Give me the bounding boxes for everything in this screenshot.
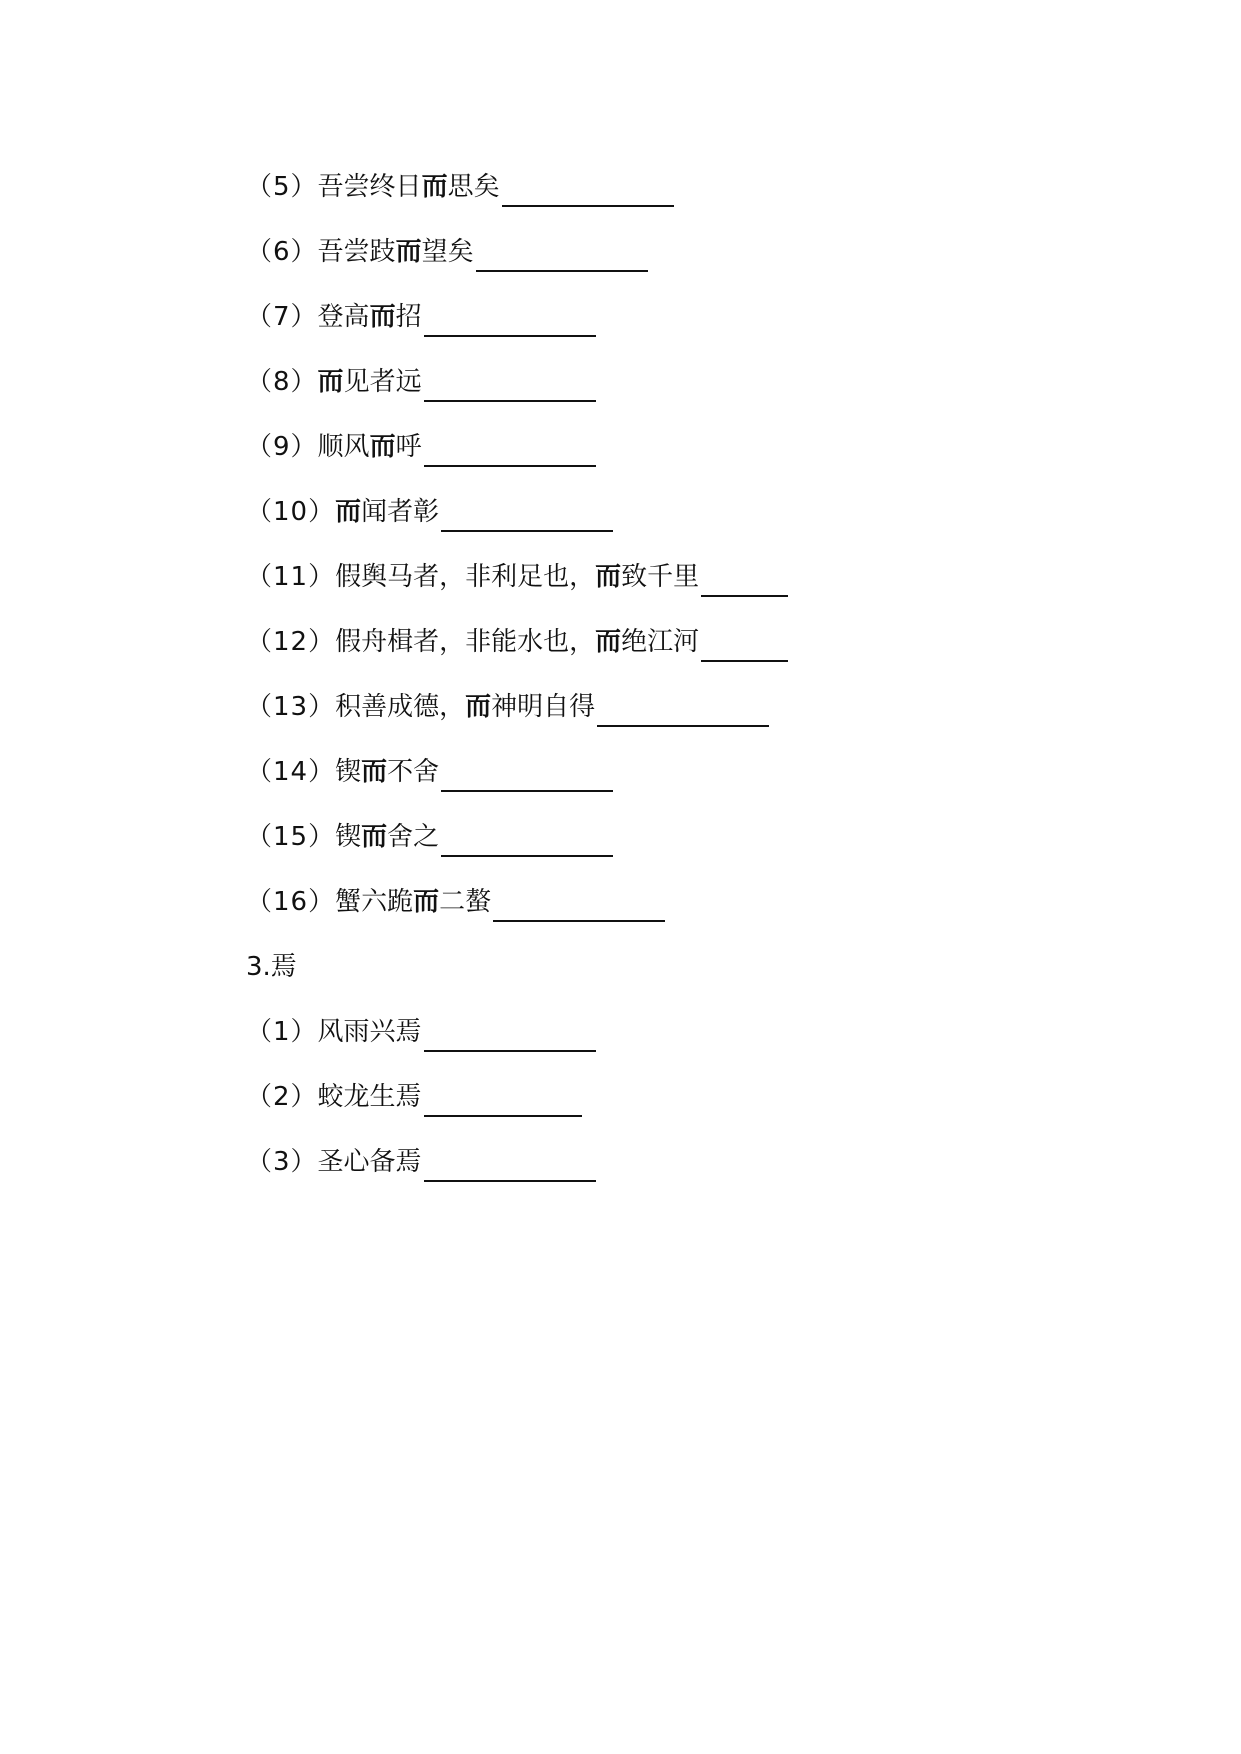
question-text-pre: 吾尝跂: [317, 236, 396, 267]
question-text: 圣心备焉: [317, 1146, 422, 1177]
question-yan-3: [246, 1129, 1006, 1194]
answer-blank[interactable]: [424, 1150, 596, 1182]
question-number: （16）: [246, 886, 336, 917]
answer-blank[interactable]: [701, 630, 788, 662]
answer-blank[interactable]: [701, 565, 788, 597]
keyword-er: 而: [369, 301, 396, 332]
question-text-pre: 锲: [335, 756, 362, 787]
question-text-post: 舍之: [387, 821, 440, 852]
keyword-er: 而: [335, 496, 362, 527]
keyword-er: 而: [361, 821, 388, 852]
question-number: （11）: [246, 561, 336, 592]
answer-blank[interactable]: [424, 305, 596, 337]
keyword-er: 而: [395, 236, 422, 267]
question-number: （7）: [246, 301, 318, 332]
answer-blank[interactable]: [502, 175, 674, 207]
answer-blank[interactable]: [441, 825, 613, 857]
question-text-pre: 积善成德，: [335, 691, 466, 722]
question-number: （9）: [246, 431, 318, 462]
question-text-post: 二螯: [439, 886, 492, 917]
question-15: [246, 804, 1006, 869]
keyword-er: 而: [595, 561, 622, 592]
question-text-post: 思矣: [447, 171, 500, 202]
answer-blank[interactable]: [441, 500, 613, 532]
question-13: [246, 674, 1006, 739]
question-number: （10）: [246, 496, 336, 527]
question-number: （8）: [246, 366, 318, 397]
question-number: （6）: [246, 236, 318, 267]
question-number: （12）: [246, 626, 336, 657]
question-number: （1）: [246, 1016, 318, 1047]
question-text-pre: 蟹六跪: [335, 886, 414, 917]
question-text: 蛟龙生焉: [317, 1081, 422, 1112]
question-9: [246, 414, 1006, 479]
question-text-post: 望矣: [421, 236, 474, 267]
question-text-pre: 锲: [335, 821, 362, 852]
question-text-pre: 吾尝终日: [317, 171, 422, 202]
question-text: 风雨兴焉: [317, 1016, 422, 1047]
question-6: [246, 219, 1006, 284]
question-5: [246, 154, 1006, 219]
keyword-er: 而: [317, 366, 344, 397]
answer-blank[interactable]: [424, 1020, 596, 1052]
question-11: [246, 544, 1006, 609]
question-16: [246, 869, 1006, 934]
question-number: （15）: [246, 821, 336, 852]
section-heading-yan: 3.焉: [246, 951, 297, 982]
keyword-er: 而: [421, 171, 448, 202]
question-text-post: 招: [395, 301, 422, 332]
question-number: （5）: [246, 171, 318, 202]
question-text-pre: 登高: [317, 301, 370, 332]
keyword-er: 而: [413, 886, 440, 917]
keyword-er: 而: [595, 626, 622, 657]
keyword-er: 而: [361, 756, 388, 787]
keyword-er: 而: [369, 431, 396, 462]
answer-blank[interactable]: [424, 435, 596, 467]
answer-blank[interactable]: [441, 760, 613, 792]
answer-blank[interactable]: [424, 370, 596, 402]
question-text-post: 神明自得: [491, 691, 596, 722]
question-14: [246, 739, 1006, 804]
question-text-pre: 顺风: [317, 431, 370, 462]
question-text-post: 不舍: [387, 756, 440, 787]
question-text-post: 致千里: [621, 561, 700, 592]
question-yan-2: [246, 1064, 1006, 1129]
question-text-post: 呼: [395, 431, 422, 462]
answer-blank[interactable]: [597, 695, 769, 727]
question-yan-1: [246, 999, 1006, 1064]
question-text-pre: 假舆马者，非利足也，: [335, 561, 596, 592]
question-12: [246, 609, 1006, 674]
keyword-er: 而: [465, 691, 492, 722]
question-text-post: 绝江河: [621, 626, 700, 657]
answer-blank[interactable]: [493, 890, 665, 922]
question-text-pre: 假舟楫者，非能水也，: [335, 626, 596, 657]
question-7: [246, 284, 1006, 349]
question-number: （2）: [246, 1081, 318, 1112]
question-8: [246, 349, 1006, 414]
question-10: [246, 479, 1006, 544]
question-text-post: 见者远: [343, 366, 422, 397]
worksheet-content: [246, 154, 1006, 1194]
answer-blank[interactable]: [476, 240, 648, 272]
question-text-post: 闻者彰: [361, 496, 440, 527]
answer-blank[interactable]: [424, 1085, 582, 1117]
question-number: （13）: [246, 691, 336, 722]
question-number: （14）: [246, 756, 336, 787]
question-number: （3）: [246, 1146, 318, 1177]
